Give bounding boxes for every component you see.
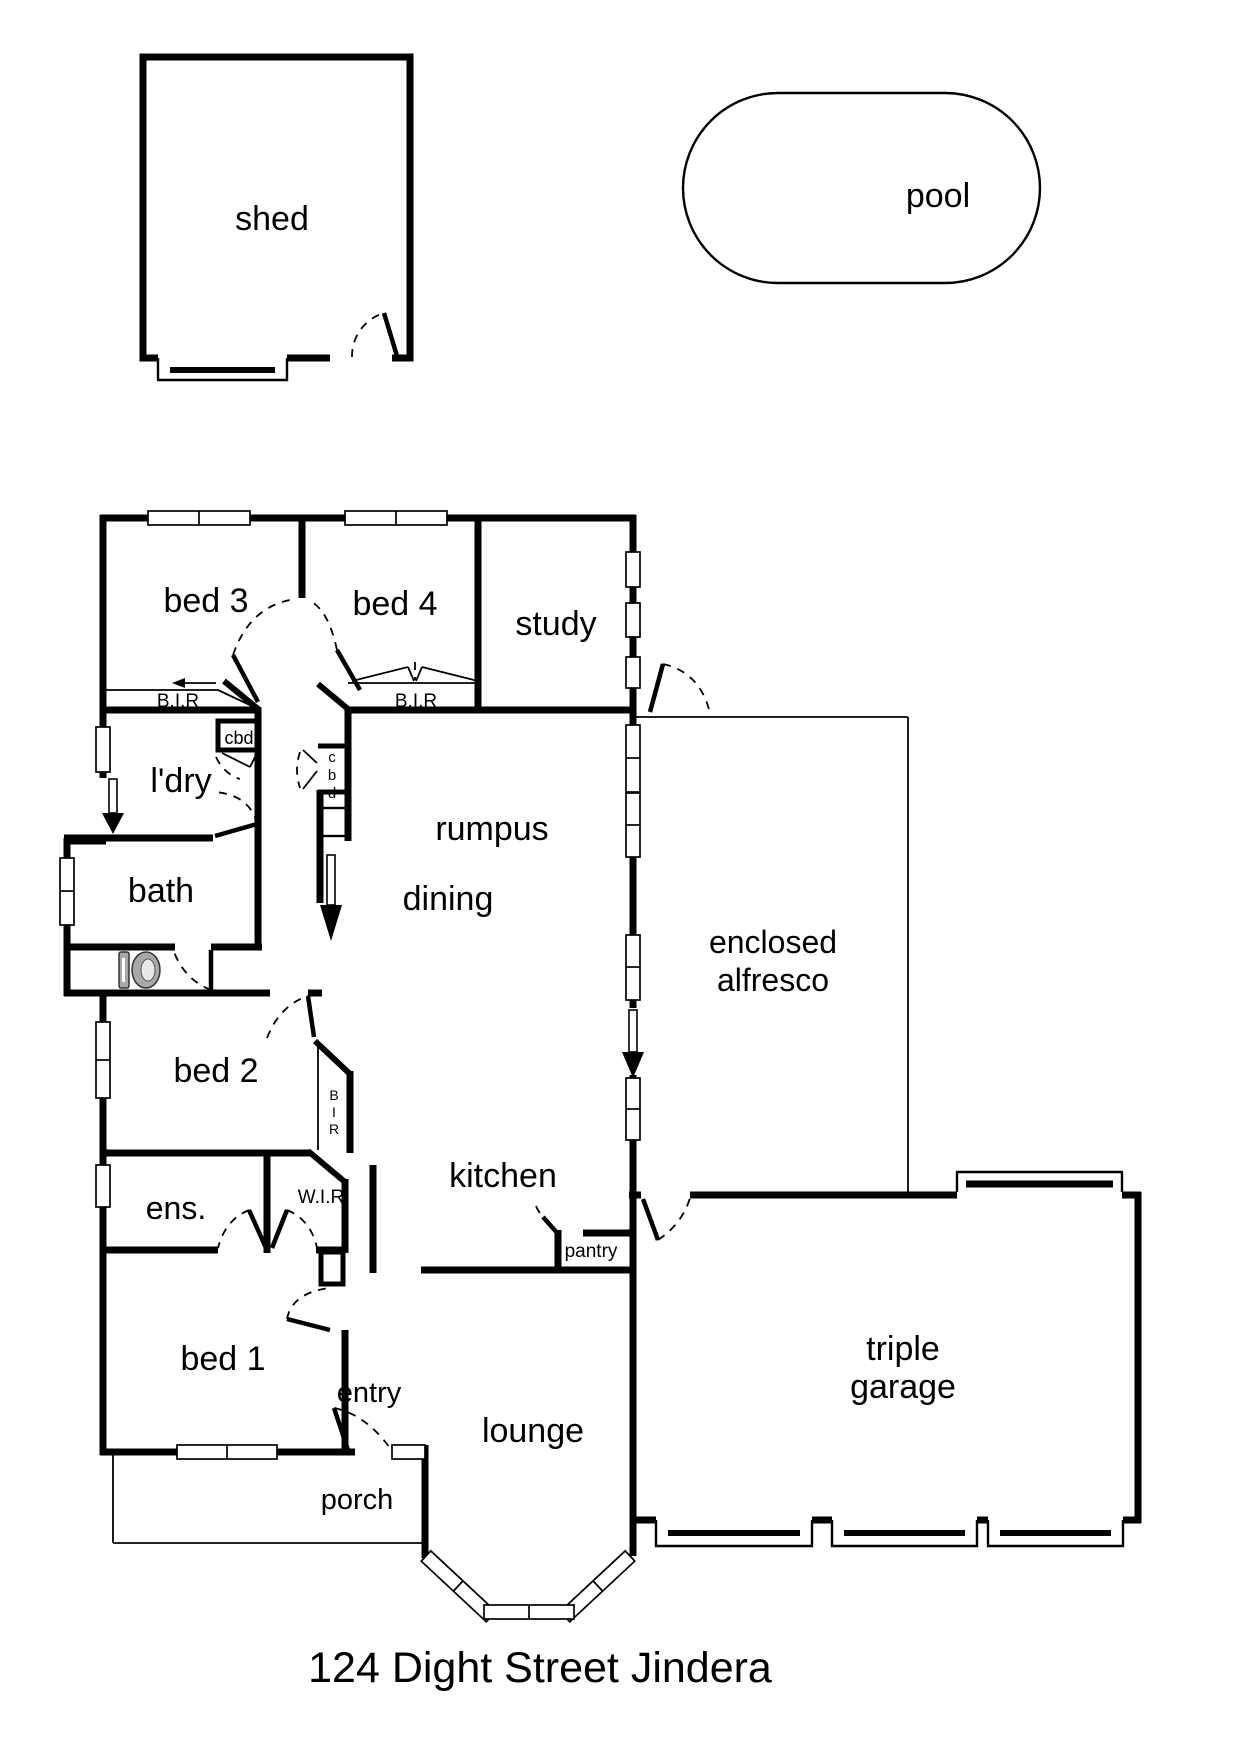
bed4-bir-label: B.I.R bbox=[394, 691, 438, 712]
bay-window bbox=[421, 1551, 635, 1622]
bed2-bir-r: R bbox=[328, 1121, 340, 1137]
garage-label-2: garage bbox=[850, 1368, 956, 1406]
pantry-label: pantry bbox=[564, 1241, 618, 1262]
pool-outline bbox=[683, 93, 1040, 283]
ensuite-label: ens. bbox=[145, 1190, 207, 1226]
garage-label-1: triple bbox=[866, 1330, 940, 1368]
plan-title: 124 Dight Street Jindera bbox=[308, 1644, 772, 1692]
wir-door bbox=[272, 1210, 287, 1248]
laundry-label: l'dry bbox=[150, 762, 212, 800]
ensuite-door bbox=[249, 1210, 266, 1248]
bed3-bir-label: B.I.R bbox=[156, 691, 200, 712]
bed2-label: bed 2 bbox=[173, 1052, 259, 1090]
dining-label: dining bbox=[402, 880, 494, 918]
pool-structure bbox=[683, 93, 1040, 283]
kitchen-label: kitchen bbox=[449, 1157, 557, 1195]
laundry-cbd-label: cbd bbox=[224, 728, 254, 748]
shed-label: shed bbox=[235, 200, 309, 238]
hall-cbd-c: c bbox=[328, 749, 336, 766]
hall-cbd-d: d bbox=[327, 785, 337, 802]
garage-internal-door bbox=[643, 1199, 658, 1240]
study-window-2 bbox=[626, 603, 640, 637]
alfresco-label-1: enclosed bbox=[708, 924, 838, 960]
lounge-label: lounge bbox=[481, 1412, 585, 1450]
alfresco-access-arrow bbox=[622, 1052, 644, 1078]
bed2-bir-b: B bbox=[329, 1087, 339, 1103]
rumpus-label: rumpus bbox=[435, 810, 549, 848]
shed-door bbox=[384, 313, 397, 356]
ensuite-window bbox=[96, 1165, 110, 1207]
study-window-3 bbox=[626, 657, 640, 688]
porch-label: porch bbox=[320, 1484, 394, 1516]
bed4-label: bed 4 bbox=[352, 585, 438, 623]
bed4-door bbox=[337, 650, 360, 690]
pool-label: pool bbox=[905, 177, 971, 215]
shed-structure bbox=[143, 57, 410, 380]
alfresco-door bbox=[650, 664, 663, 712]
entry-sidelight-window bbox=[392, 1445, 425, 1459]
hall-cbd-b: b bbox=[327, 767, 337, 784]
entry-label: entry bbox=[336, 1377, 402, 1409]
bed3-label: bed 3 bbox=[163, 582, 249, 620]
bed1-label: bed 1 bbox=[180, 1340, 266, 1378]
laundry-window bbox=[96, 727, 110, 772]
study-window-1 bbox=[626, 552, 640, 587]
robe-rail-arrow bbox=[172, 678, 185, 688]
toilet-icon bbox=[119, 952, 160, 988]
bath-label: bath bbox=[127, 872, 195, 910]
flow-arrows bbox=[102, 779, 644, 1078]
bed2-bir-i: I bbox=[332, 1104, 336, 1120]
alfresco-label-2: alfresco bbox=[716, 962, 830, 998]
bath-door bbox=[215, 824, 257, 836]
hall-flow-arrow bbox=[320, 905, 342, 941]
laundry-access-arrow bbox=[102, 813, 124, 834]
study-label: study bbox=[515, 605, 597, 643]
bed1-door bbox=[287, 1319, 330, 1330]
bed2-door bbox=[308, 996, 314, 1037]
wir-label: W.I.R bbox=[297, 1187, 345, 1208]
